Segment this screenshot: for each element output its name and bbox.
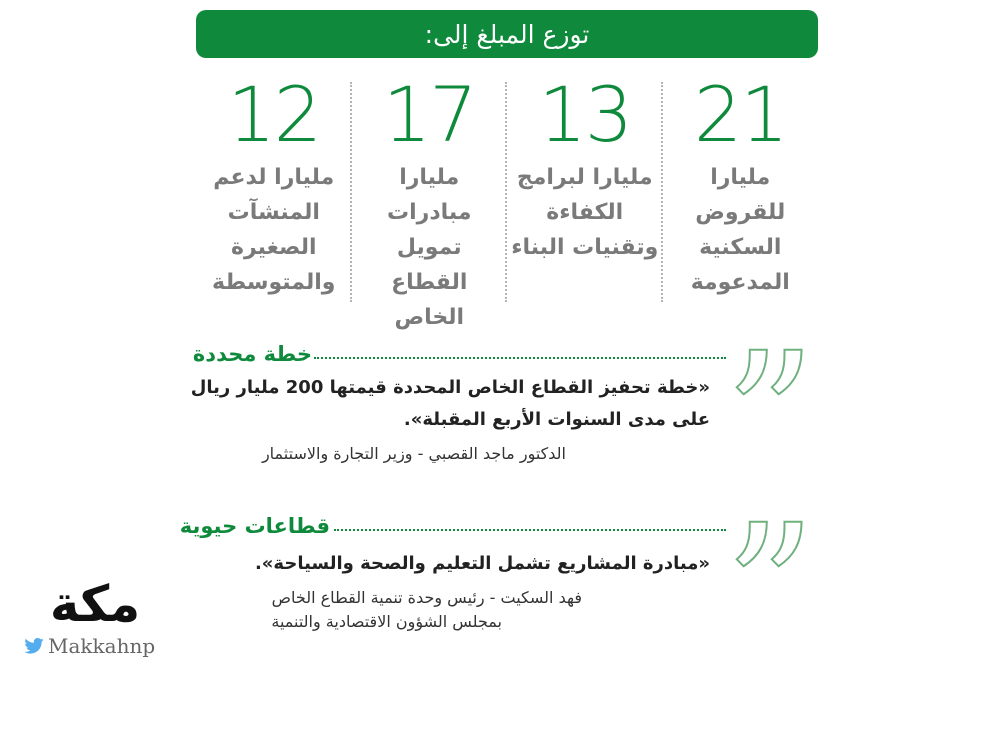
- stat-label: مليارا لدعم المنشآت الصغيرة والمتوسطة: [212, 165, 336, 295]
- stat-column: [196, 72, 352, 308]
- quote-mark-icon: ”: [724, 315, 817, 524]
- stat-number: 17: [382, 70, 476, 159]
- stat-label: مليارا مبادرات تمويل القطاع الخاص: [387, 165, 472, 330]
- stats-row: [196, 70, 818, 330]
- quote-source: بمجلس الشؤون الاقتصادية والتنمية: [271, 612, 502, 631]
- quote-text-line: «مبادرة المشاريع تشمل التعليم والصحة والسياحة».: [254, 553, 710, 574]
- quote-divider: [314, 357, 726, 359]
- quote-heading-row: [193, 342, 312, 366]
- makkah-logo: [20, 574, 170, 660]
- quote-source: فهد السكيت - رئيس وحدة تنمية القطاع الخاص: [271, 588, 582, 607]
- quote-heading-row: [180, 514, 330, 538]
- logo-handle: Makkahnp: [48, 634, 156, 658]
- stat-column: [507, 72, 663, 308]
- quote-heading: خطة محددة: [192, 342, 312, 366]
- header-title: توزع المبلغ إلى:: [424, 19, 590, 49]
- stat-number: 13: [538, 70, 632, 159]
- quote-heading: قطاعات حيوية: [179, 514, 330, 538]
- twitter-bird-icon: [24, 638, 44, 654]
- logo-handle-row: [24, 634, 155, 658]
- quote-divider: [334, 529, 726, 531]
- stat-number: 12: [227, 70, 321, 159]
- quote-source: الدكتور ماجد القصبي - وزير التجارة والاستثمار: [261, 444, 566, 463]
- quote-text-line: على مدى السنوات الأربع المقبلة».: [403, 409, 710, 430]
- stat-label: مليارا لبرامج الكفاءة وتقنيات البناء: [511, 165, 659, 260]
- logo-wordmark: مكة: [49, 575, 141, 633]
- stat-column: [352, 70, 508, 330]
- stat-label: مليارا للقروض السكنية المدعومة: [690, 165, 790, 295]
- stat-number: 21: [693, 70, 787, 159]
- stat-column: [663, 72, 819, 308]
- header-banner: [196, 10, 818, 58]
- quote-text-line: «خطة تحفيز القطاع الخاص المحددة قيمتها 200 مليار ريال: [190, 377, 710, 398]
- quote-mark-icon: ”: [724, 487, 817, 696]
